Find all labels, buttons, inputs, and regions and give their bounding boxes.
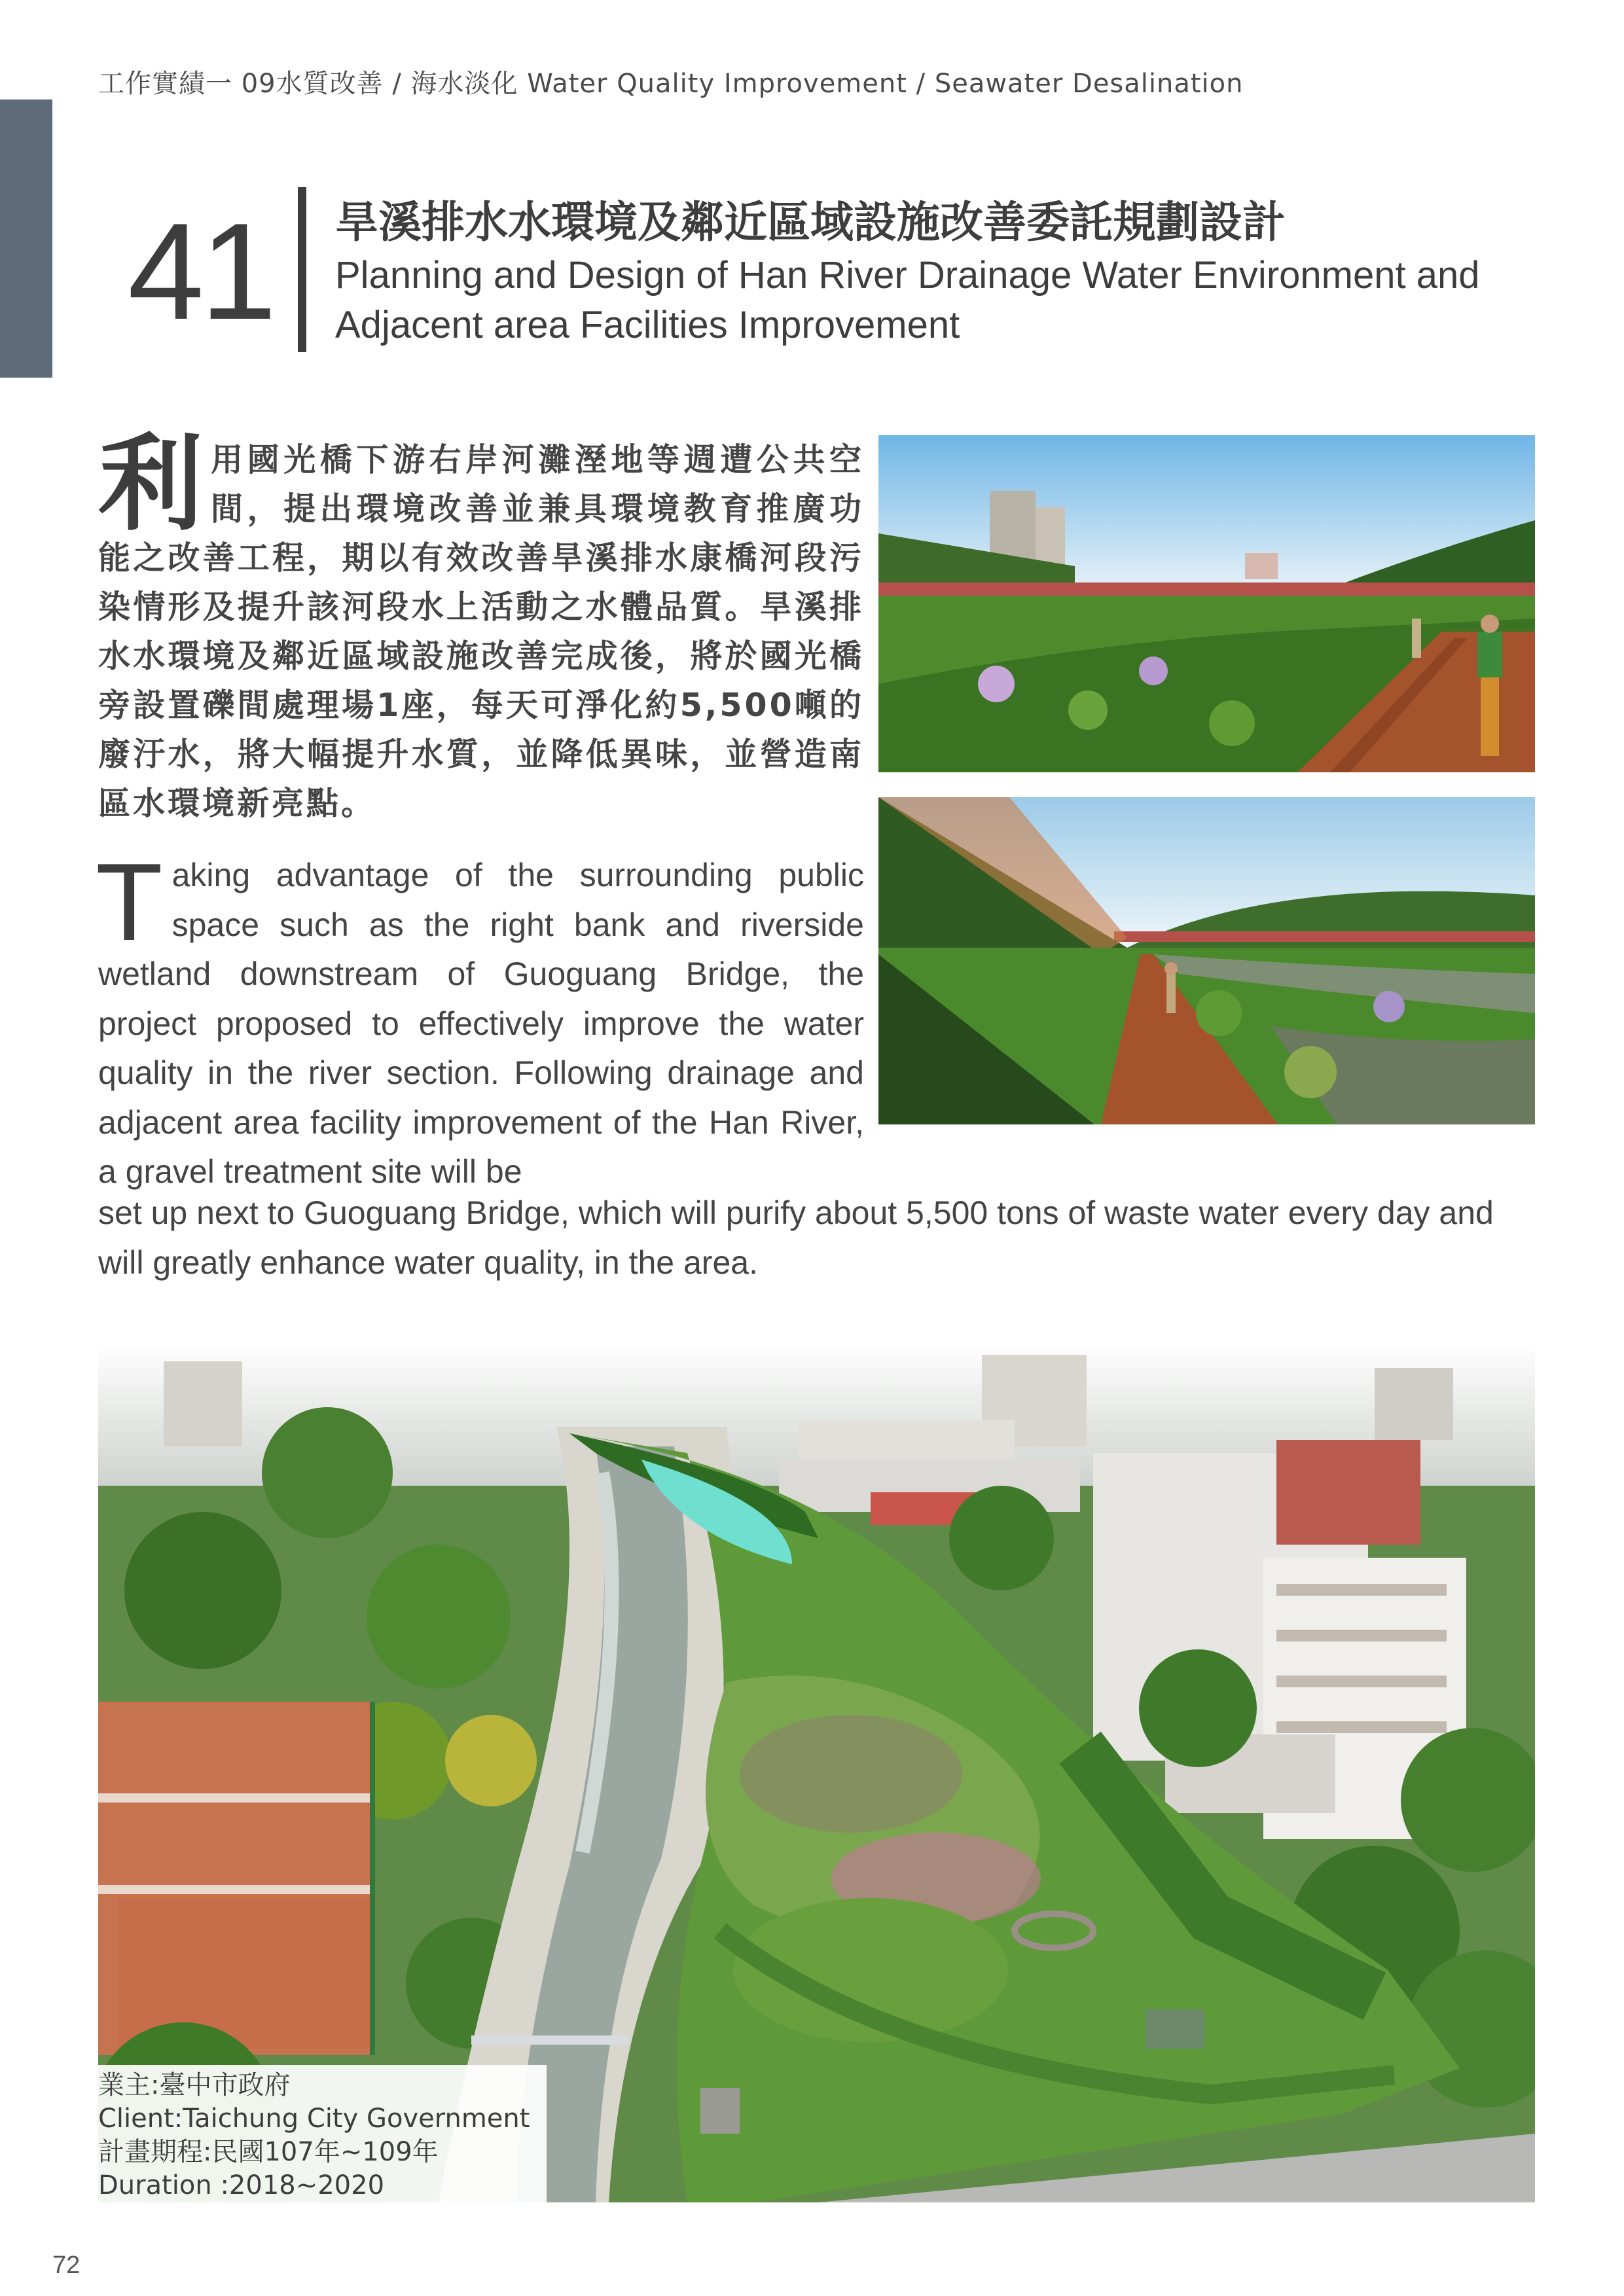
project-title-zh: 旱溪排水水環境及鄰近區域設施改善委託規劃設計 [335,197,1286,247]
breadcrumb: 工作實績一 09水質改善 / 海水淡化 Water Quality Improvement / Seawater Desalination [98,69,1244,99]
body-text-en-tail: set up next to Guoguang Bridge, which will purify about 5,500 tons of waste water every day and will greatly enhance water quality, in the area. [98,1194,1494,1281]
rendering-riverside-boardwalk [878,435,1535,772]
drop-cap-zh: 利 [98,423,204,545]
client-en: Client:Taichung City Government [98,2104,530,2134]
project-caption [98,2065,547,2202]
project-number: 41 [128,194,273,348]
page-number: 72 [52,2251,81,2279]
client-zh: 業主:臺中市政府 [98,2070,291,2100]
body-text-zh-content: 用國光橋下游右岸河灘溼地等週遭公共空間，提出環境改善並兼具環境教育推廣功能之改善工程，期以有效改善旱溪排水康橋河段污染情形及提升該河段水上活動之水體品質。旱溪排水水環境及鄰近區域設施改善完成後，將於國光橋旁設置礫間處理場1座，每天可淨化約5,500噸的廢汙水，將大幅提升水質，並降低異味，並營造南區水環境新亮點。 [98,441,864,822]
body-text-en-content: aking advantage of the surrounding public space such as the right bank and riverside wetland downstream of Guoguang Bridge, the project proposed to effectively improve the water quality in the river section. Following drainage and adjacent area facility improvement of the Han River, a gravel treatment site will be [98,857,864,1190]
section-side-tab [0,99,52,378]
rendering-canal-boardwalk [878,797,1535,1124]
duration-en: Duration :2018~2020 [98,2170,385,2200]
body-text-zh [98,423,864,828]
body-text-en [96,840,864,1197]
project-title-en: Planning and Design of Han River Drainage Water Environment and Adjacent area Facilities Improvement [335,254,1480,346]
drop-cap-en: T [96,840,163,963]
title-divider [298,187,306,352]
duration-zh: 計畫期程:民國107年~109年 [98,2137,439,2167]
